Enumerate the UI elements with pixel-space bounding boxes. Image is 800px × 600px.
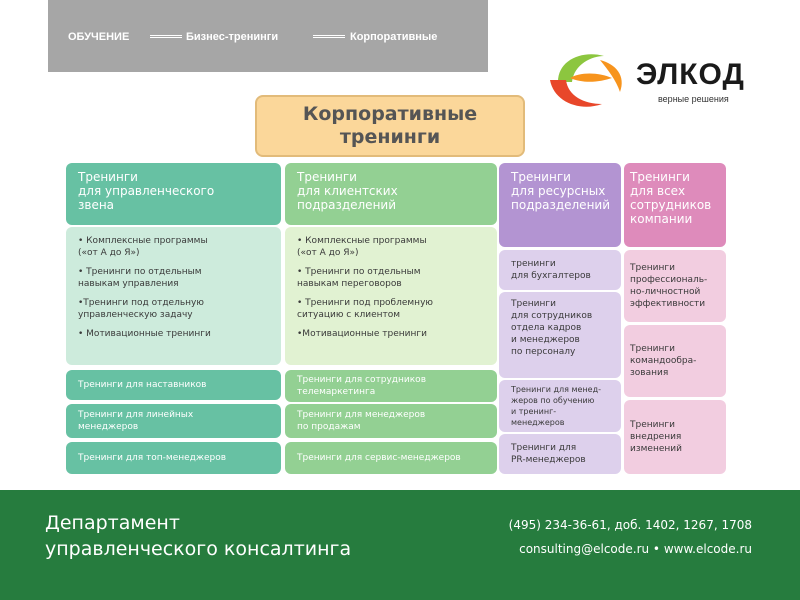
footer <box>0 490 800 600</box>
sub-box-line-managers: Тренинги для линейных менеджеров <box>66 404 281 438</box>
sub-box-change-implementation: Тренинги внедрения изменений <box>624 400 726 474</box>
contact-web[interactable]: consulting@elcode.ru • www.elcode.ru <box>519 542 752 556</box>
logo-name: ЭЛКОД <box>636 58 745 91</box>
sub-box-personal-effectiveness: Тренинги профессиональ- но-личностной эффективности <box>624 250 726 322</box>
sub-box-service-managers: Тренинги для сервис-менеджеров <box>285 442 497 474</box>
column-header-client: Тренинги для клиентских подразделений <box>285 163 497 225</box>
nav-item-business-trainings[interactable]: Бизнес-тренинги <box>186 31 279 43</box>
list-item: •Тренинги под отдельную управленческую задачу <box>78 298 204 320</box>
top-nav-bar <box>48 0 488 72</box>
sub-box-sales-managers: Тренинги для менеджеров по продажам <box>285 404 497 438</box>
sub-box-accountants: тренинги для бухгалтеров <box>499 250 621 290</box>
nav-item-obuchenie[interactable]: ОБУЧЕНИЕ <box>68 31 130 43</box>
sub-box-top-managers: Тренинги для топ-менеджеров <box>66 442 281 474</box>
column-body-client <box>285 227 497 365</box>
contact-phone: (495) 234-36-61, доб. 1402, 1267, 1708 <box>508 518 752 532</box>
column-body-management <box>66 227 281 365</box>
sub-box-telemarketing: Тренинги для сотрудников телемаркетинга <box>285 370 497 402</box>
nav-item-corporate[interactable]: Корпоративные <box>350 31 438 43</box>
sub-box-team-building: Тренинги командообра- зования <box>624 325 726 397</box>
column-header-resource: Тренинги для ресурсных подразделений <box>499 163 621 247</box>
sub-box-mentors: Тренинги для наставников <box>66 370 281 400</box>
sub-box-hr: Тренинги для сотрудников отдела кадров и менеджеров по персоналу <box>499 292 621 378</box>
list-item: •Мотивационные тренинги <box>297 329 427 339</box>
column-header-all-staff: Тренинги для всех сотрудников компании <box>624 163 726 247</box>
nav-separator <box>150 35 182 38</box>
list-item: • Тренинги под проблемную ситуацию с клиентом <box>297 298 433 320</box>
sub-box-pr-managers: Тренинги для PR-менеджеров <box>499 434 621 474</box>
logo-tagline: верные решения <box>658 94 729 104</box>
list-item: • Тренинги по отдельным навыкам переговоров <box>297 267 421 289</box>
column-header-management: Тренинги для управленческого звена <box>66 163 281 225</box>
diagram-title: Корпоративные тренинги <box>255 95 525 157</box>
list-item: • Мотивационные тренинги <box>78 329 211 339</box>
list-item: • Комплексные программы («от А до Я») <box>297 236 427 258</box>
department-name: Департамент управленческого консалтинга <box>45 512 352 560</box>
list-item: • Тренинги по отдельным навыкам управления <box>78 267 202 289</box>
nav-separator <box>313 35 345 38</box>
sub-box-training-managers: Тренинги для менед- жеров по обучению и тренинг-менеджеров <box>499 380 621 432</box>
list-item: • Комплексные программы («от А до Я») <box>78 236 208 258</box>
elcode-logo-icon <box>540 42 636 118</box>
